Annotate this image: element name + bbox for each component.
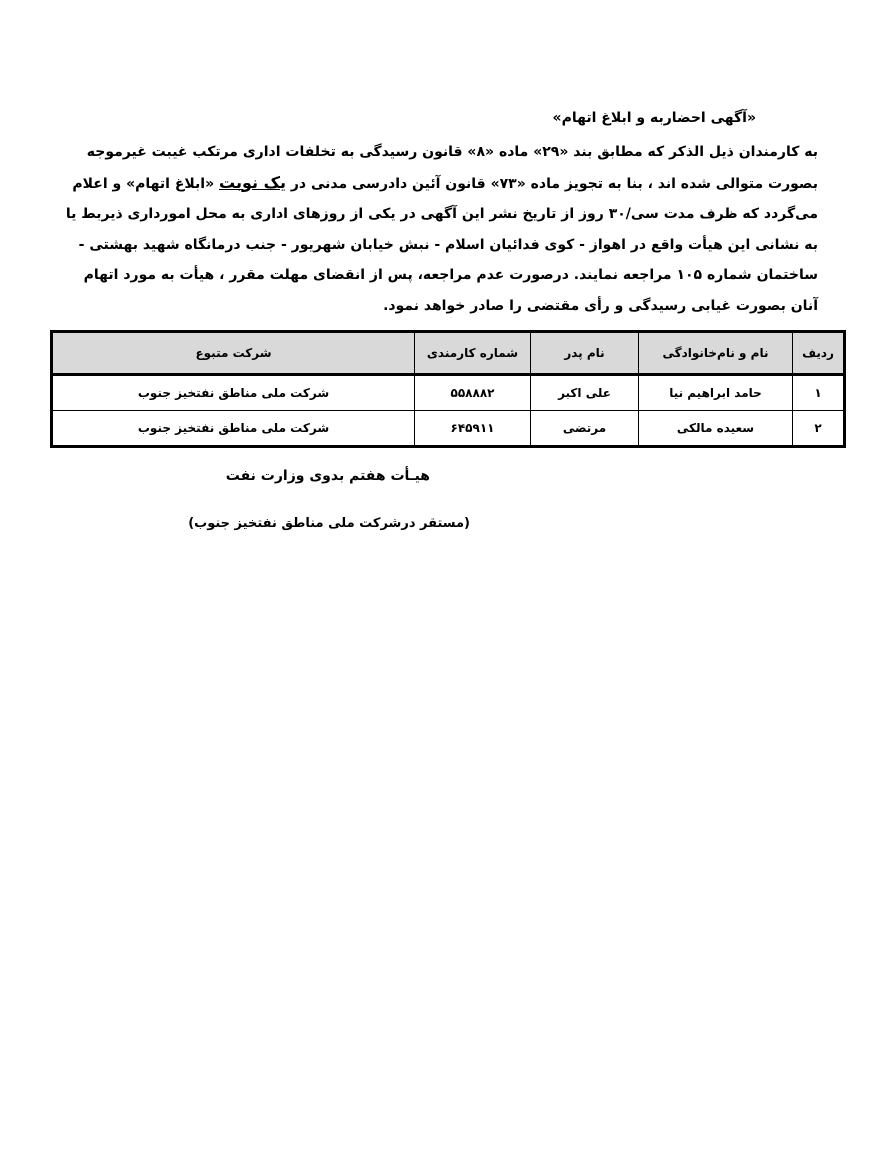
cell-employee-number: ۵۵۸۸۸۲: [415, 375, 531, 411]
notice-body: [65, 137, 818, 321]
header-employee-number: شماره کارمندی: [415, 332, 531, 375]
notice-title: «آگهی احضاربه و ابلاغ اتهام»: [552, 110, 756, 126]
table-row: [52, 375, 845, 411]
cell-father-name: علی اکبر: [531, 375, 639, 411]
employees-table: [50, 330, 846, 448]
cell-row-number: ۲: [793, 411, 845, 447]
body-line-6: آنان بصورت غیابی رسیدگی و رأی مقتضی را صادر خواهد نمود.: [383, 297, 818, 314]
table-header-row: [52, 332, 845, 375]
body-line-2-text: بصورت متوالی شده اند ، بنا به تجویز ماده «۷۳» قانون آئین دادرسی مدنی در: [290, 175, 818, 192]
header-father-name: نام پدر: [531, 332, 639, 375]
cell-full-name: حامد ابراهیم نیا: [639, 375, 793, 411]
body-line-3: می‌گردد که ظرف مدت سی/۳۰ روز از تاریخ نشر این آگهی در یکی از روزهای اداری به محل امورداری ذیربط یا: [65, 206, 818, 222]
cell-employee-number: ۶۴۵۹۱۱: [415, 411, 531, 447]
cell-row-number: ۱: [793, 375, 845, 411]
cell-company: شرکت ملی مناطق نفتخیز جنوب: [52, 375, 415, 411]
header-full-name: نام و نام‌خانوادگی: [639, 332, 793, 375]
board-location: (مستقر درشرکت ملی مناطق نفتخیز جنوب): [188, 516, 470, 531]
body-line-2-tail: «ابلاغ اتهام» و اعلام: [72, 175, 215, 192]
cell-full-name: سعیده مالکی: [639, 411, 793, 447]
header-company: شرکت متبوع: [52, 332, 415, 375]
body-line-5: ساختمان شماره ۱۰۵ مراجعه نمایند. درصورت عدم مراجعه، پس از انقضای مهلت مقرر ، هیأت به مورد اتهام: [83, 267, 818, 283]
body-line-2: [72, 168, 818, 200]
cell-company: شرکت ملی مناطق نفتخیز جنوب: [52, 411, 415, 447]
body-line-1: به کارمندان ذیل الذکر که مطابق بند «۲۹» ماده «۸» قانون رسیدگی به تخلفات اداری مرتکب غیبت غیرموجه: [86, 144, 818, 160]
underlined-phrase: یک نوبت: [219, 172, 286, 192]
issuing-board: هیـأت هفتم بدوی وزارت نفت: [225, 468, 430, 484]
table-row: [52, 411, 845, 447]
body-line-4: به نشانی این هیأت واقع در اهواز - کوی فدائیان اسلام - نبش خیابان شهریور - جنب درمانگاه شهید بهشتی -: [78, 236, 818, 253]
header-row-number: ردیف: [793, 332, 845, 375]
cell-father-name: مرتضی: [531, 411, 639, 447]
